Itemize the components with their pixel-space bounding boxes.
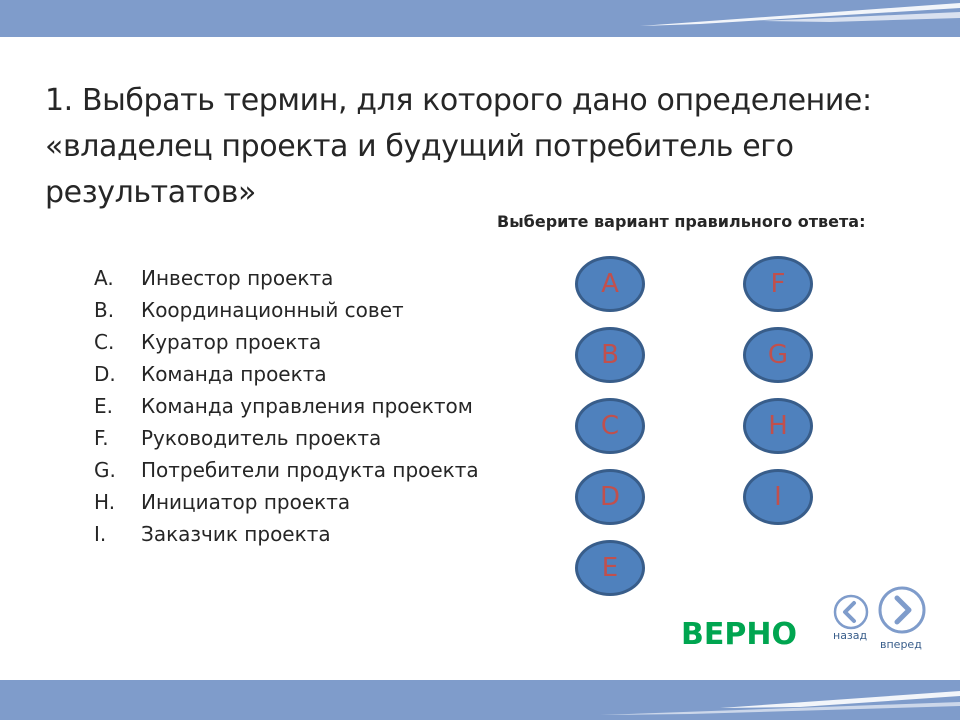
option-b — [94, 294, 479, 326]
option-text: Команда проекта — [141, 362, 327, 386]
options-list — [94, 262, 479, 550]
answer-button-h[interactable]: H — [743, 398, 813, 454]
option-d — [94, 358, 479, 390]
question-line-3: результатов» — [45, 175, 256, 210]
option-e — [94, 390, 479, 422]
chevron-left-icon — [835, 596, 867, 628]
option-a — [94, 262, 479, 294]
chevron-right-icon — [880, 588, 924, 632]
option-h — [94, 486, 479, 518]
answer-button-g[interactable]: G — [743, 327, 813, 383]
option-text: Потребители продукта проекта — [141, 458, 479, 482]
option-letter: H. — [94, 490, 116, 514]
option-f — [94, 422, 479, 454]
instruction-text: Выберите вариант правильного ответа: — [497, 212, 866, 231]
option-letter: B. — [94, 298, 115, 322]
top-decorative-band — [0, 0, 960, 40]
answer-button-d[interactable]: D — [575, 469, 645, 525]
option-g — [94, 454, 479, 486]
back-label[interactable]: назад — [833, 629, 868, 642]
option-letter: F. — [94, 426, 109, 450]
option-letter: A. — [94, 266, 114, 290]
answer-button-i[interactable]: I — [743, 469, 813, 525]
option-letter: G. — [94, 458, 116, 482]
option-text: Заказчик проекта — [141, 522, 331, 546]
question-text — [45, 78, 925, 216]
bottom-decorative-band — [0, 677, 960, 720]
back-button[interactable] — [833, 594, 869, 630]
forward-button[interactable] — [877, 585, 927, 635]
option-c — [94, 326, 479, 358]
answer-button-e[interactable]: E — [575, 540, 645, 596]
option-letter: C. — [94, 330, 115, 354]
answer-button-b[interactable]: B — [575, 327, 645, 383]
option-text: Руководитель проекта — [141, 426, 382, 450]
option-i — [94, 518, 479, 550]
answer-button-c[interactable]: C — [575, 398, 645, 454]
answer-button-a[interactable]: A — [575, 256, 645, 312]
option-text: Команда управления проектом — [141, 394, 473, 418]
question-line-1: 1. Выбрать термин, для которого дано определение: — [45, 83, 872, 118]
answer-button-f[interactable]: F — [743, 256, 813, 312]
option-letter: E. — [94, 394, 113, 418]
option-text: Инициатор проекта — [141, 490, 351, 514]
option-text: Координационный совет — [141, 298, 404, 322]
question-line-2: «владелец проекта и будущий потребитель его — [45, 129, 794, 164]
result-verdict: ВЕРНО — [681, 617, 797, 652]
option-letter: I. — [94, 522, 107, 546]
option-text: Инвестор проекта — [141, 266, 334, 290]
option-letter: D. — [94, 362, 116, 386]
option-text: Куратор проекта — [141, 330, 322, 354]
forward-label[interactable]: вперед — [880, 638, 922, 651]
